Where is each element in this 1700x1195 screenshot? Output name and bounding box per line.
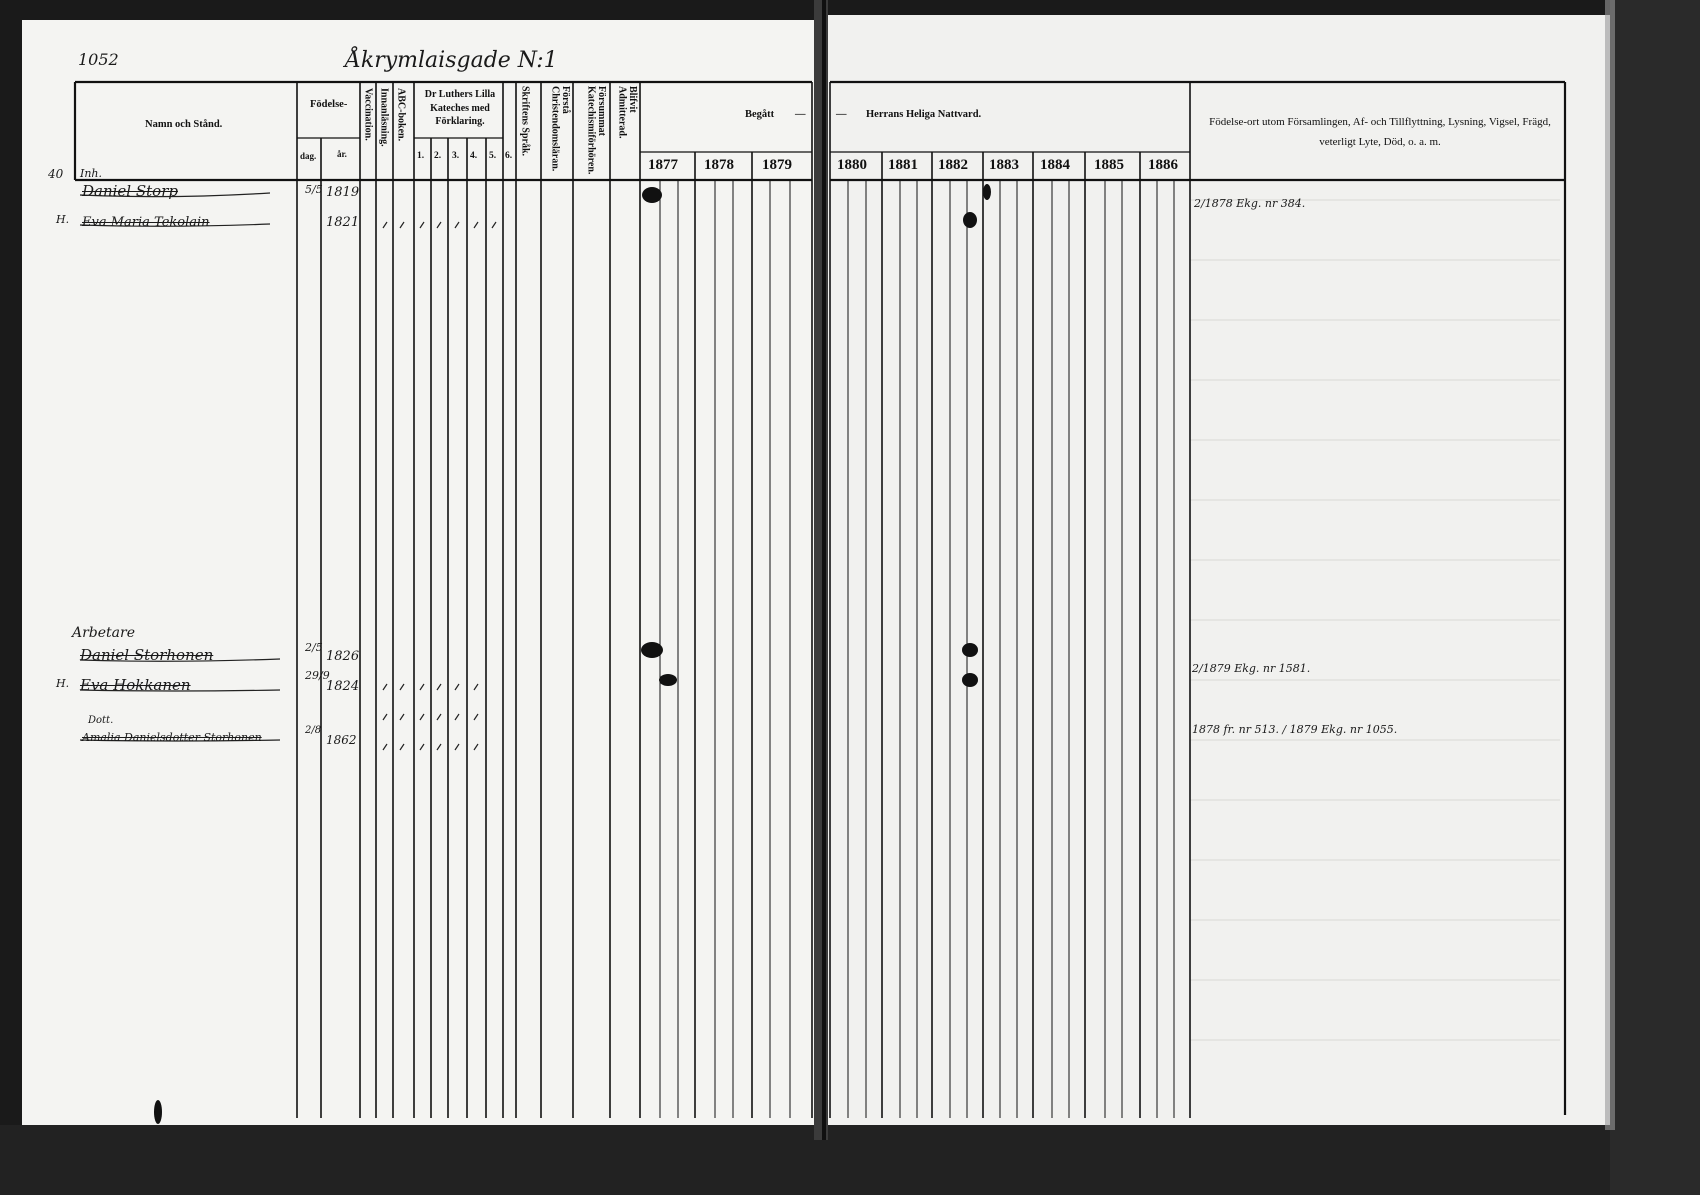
entry-remark: 2/1879 Ekg. nr 1581. bbox=[1192, 662, 1311, 675]
year-1881: 1881 bbox=[888, 157, 918, 173]
entry-name: Eva Hokkanen bbox=[80, 676, 191, 694]
entry-role: Dott. bbox=[88, 715, 114, 726]
luther-num-2: 2. bbox=[434, 151, 442, 161]
header-innanlasning: Innanläsning. bbox=[378, 88, 390, 147]
luther-num-4: 4. bbox=[470, 151, 478, 161]
luther-num-5: 5. bbox=[489, 151, 497, 161]
header-admitterad: Blifvit Admitterad. bbox=[616, 86, 638, 139]
entry-marker: H. bbox=[56, 677, 70, 690]
entry-remark: 1878 fr. nr 513. / 1879 Ekg. nr 1055. bbox=[1192, 723, 1398, 736]
page-number: 1052 bbox=[78, 50, 119, 69]
year-1878: 1878 bbox=[704, 157, 734, 173]
entry-day: 2/5 bbox=[305, 641, 323, 654]
entry-role: Arbetare bbox=[72, 625, 135, 641]
entry-remark: 2/1878 Ekg. nr 384. bbox=[1194, 197, 1306, 210]
header-name-col: Namn och Stånd. bbox=[145, 119, 223, 130]
entry-year: 1821 bbox=[326, 215, 360, 230]
header-forsta: Förstå Christendomsläran. bbox=[549, 86, 571, 172]
header-luther: Dr Luthers Lilla Kateches med Förklaring. bbox=[424, 89, 496, 127]
page-title: Åkrymlaisgade N:1 bbox=[345, 48, 558, 73]
entry-year: 1826 bbox=[326, 649, 360, 664]
year-1885: 1885 bbox=[1094, 157, 1124, 173]
header-birth-day: dag. bbox=[300, 151, 317, 161]
year-1884: 1884 bbox=[1040, 157, 1070, 173]
header-begatt: Begått bbox=[745, 109, 775, 120]
header-birth-year: år. bbox=[337, 149, 347, 159]
header-remarks: Födelse-ort utom Församlingen, Af- och Tillflyttning, Lysning, Vigsel, Frägd, veterligt Lyte, Död, o. a. m. bbox=[1209, 116, 1551, 148]
year-1882: 1882 bbox=[938, 157, 968, 173]
header-abc: ABC-boken. bbox=[395, 88, 407, 142]
entry-name: Daniel Storp bbox=[82, 182, 178, 200]
entry-year: 1862 bbox=[326, 733, 357, 747]
header-birth: Födelse- bbox=[310, 99, 348, 110]
header-nattvard: Herrans Heliga Nattvard. bbox=[866, 109, 982, 120]
year-1886: 1886 bbox=[1148, 157, 1178, 173]
luther-num-3: 3. bbox=[452, 151, 460, 161]
entry-day: 5/5 bbox=[305, 183, 323, 196]
header-vaccination: Vaccination. bbox=[362, 88, 374, 141]
header-forsummat: Försummat Katechismiförhören. bbox=[585, 86, 607, 175]
header-dash-2: — bbox=[836, 109, 847, 120]
entry-name: Amalia Danielsdotter Storhonen bbox=[82, 731, 262, 744]
right-page bbox=[820, 15, 1610, 1140]
entry-year: 1824 bbox=[326, 679, 360, 694]
entry-name: Daniel Storhonen bbox=[80, 646, 214, 664]
entry-day: 29/9 bbox=[305, 669, 330, 682]
entry-role: Inh. bbox=[80, 167, 103, 180]
entry-day: 2/8 bbox=[305, 725, 322, 736]
entry-year: 1819 bbox=[326, 185, 360, 200]
entry-marker: H. bbox=[56, 213, 70, 226]
entry-name: Eva Maria Tekolain bbox=[82, 215, 210, 230]
header-skriftens: Skriftens Språk. bbox=[519, 86, 531, 157]
luther-num-6: 6. bbox=[505, 151, 513, 161]
year-1883: 1883 bbox=[989, 157, 1019, 173]
year-1880: 1880 bbox=[837, 157, 867, 173]
header-dash-1: — bbox=[795, 109, 806, 120]
luther-num-1: 1. bbox=[417, 151, 425, 161]
entry-marker: 40 bbox=[48, 167, 64, 181]
year-1877: 1877 bbox=[648, 157, 678, 173]
year-1879: 1879 bbox=[762, 157, 792, 173]
